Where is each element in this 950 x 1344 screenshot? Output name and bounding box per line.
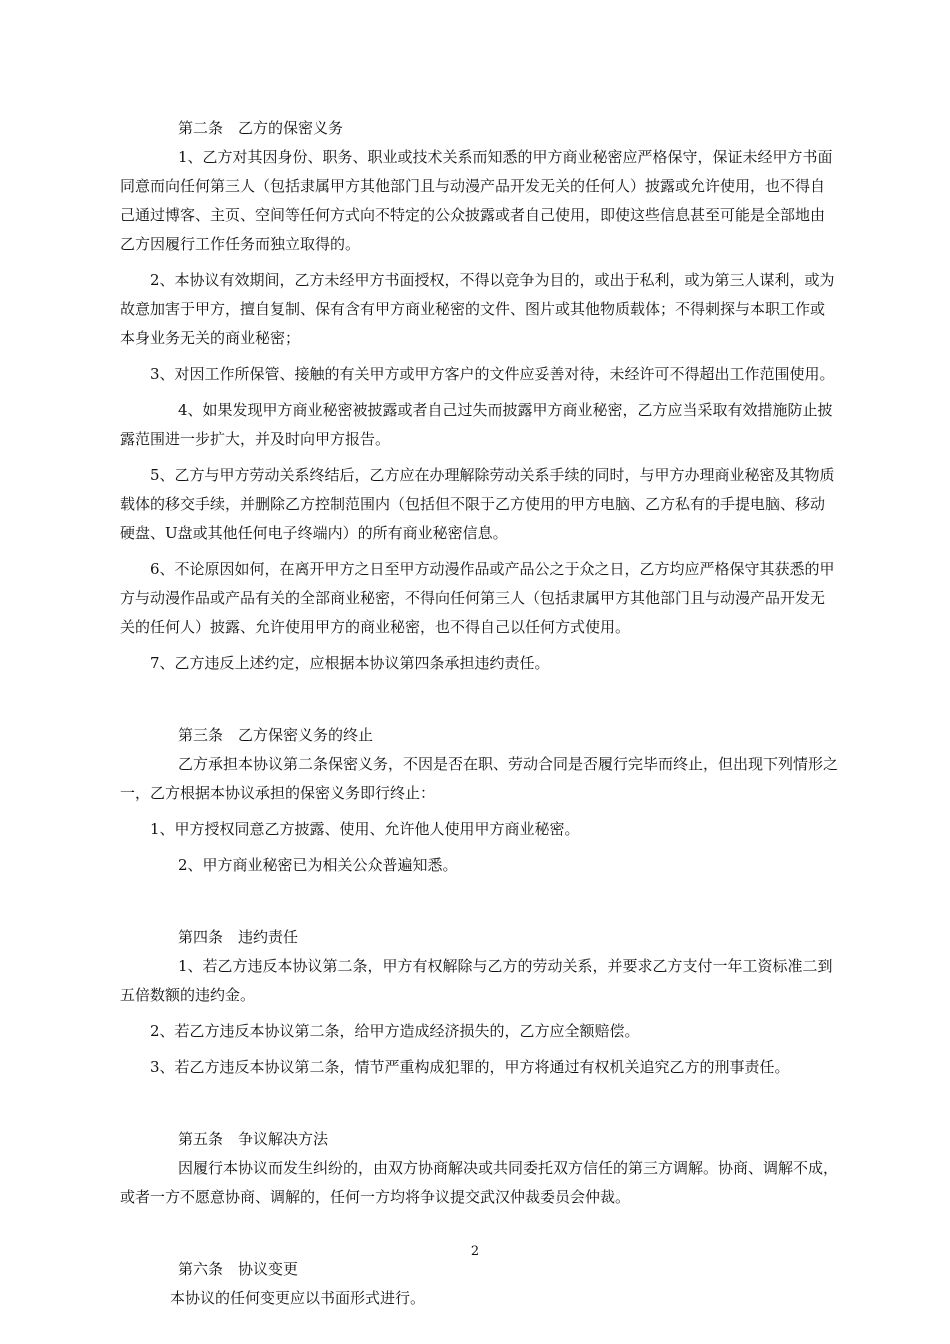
section-article-5 bbox=[120, 1125, 838, 1212]
paragraph: 1、甲方授权同意乙方披露、使用、允许他人使用甲方商业秘密。 bbox=[150, 820, 580, 838]
page-number: 2 bbox=[470, 1244, 480, 1259]
section-title: 第二条 乙方的保密义务 bbox=[178, 119, 344, 137]
paragraph: 本协议的任何变更应以书面形式进行。 bbox=[170, 1289, 426, 1307]
paragraph: 1、乙方对其因身份、职务、职业或技术关系而知悉的甲方商业秘密应严格保守，保证未经甲方书面同意而向任何第三人（包括隶属甲方其他部门且与动漫产品开发无关的任何人）披露或允许使用，也不得自己通过博客、主页、空间等任何方式向不特定的公众披露或者自己使用，即使这些信息甚至可能是全部地由乙方因履行工作任务而独立取得的。 bbox=[120, 148, 833, 253]
paragraph: 7、乙方违反上述约定，应根据本协议第四条承担违约责任。 bbox=[150, 654, 550, 672]
section-title: 第五条 争议解决方法 bbox=[178, 1130, 329, 1148]
document-body bbox=[120, 114, 838, 1320]
section-gap bbox=[120, 887, 838, 923]
paragraph: 2、若乙方违反本协议第二条，给甲方造成经济损失的，乙方应全额赔偿。 bbox=[150, 1022, 640, 1040]
paragraph: 6、不论原因如何，在离开甲方之日至甲方动漫作品或产品公之于众之日，乙方均应严格保守其获悉的甲方与动漫作品或产品有关的全部商业秘密，不得向任何第三人（包括隶属甲方其他部门且与动漫产品开发无关的任何人）披露、允许使用甲方的商业秘密，也不得自己以任何方式使用。 bbox=[120, 560, 835, 636]
section-article-2 bbox=[120, 114, 838, 678]
section-article-6 bbox=[120, 1255, 838, 1313]
section-article-4 bbox=[120, 923, 838, 1082]
section-title: 第三条 乙方保密义务的终止 bbox=[178, 726, 374, 744]
section-title: 第四条 违约责任 bbox=[178, 928, 299, 946]
paragraph: 3、对因工作所保管、接触的有关甲方或甲方客户的文件应妥善对待，未经许可不得超出工作范围使用。 bbox=[150, 365, 835, 383]
paragraph: 1、若乙方违反本协议第二条，甲方有权解除与乙方的劳动关系，并要求乙方支付一年工资标准二到五倍数额的违约金。 bbox=[120, 957, 833, 1004]
section-gap bbox=[120, 685, 838, 721]
paragraph: 2、甲方商业秘密已为相关公众普遍知悉。 bbox=[178, 856, 458, 874]
paragraph: 5、乙方与甲方劳动关系终结后，乙方应在办理解除劳动关系手续的同时，与甲方办理商业秘密及其物质载体的移交手续，并删除乙方控制范围内（包括但不限于乙方使用的甲方电脑、乙方私有的手提电脑、移动硬盘、U盘或其他任何电子终端内）的所有商业秘密信息。 bbox=[120, 466, 835, 542]
section-article-3 bbox=[120, 721, 838, 880]
paragraph: 2、本协议有效期间，乙方未经甲方书面授权，不得以竞争为目的，或出于私利，或为第三人谋利，或为故意加害于甲方，擅自复制、保有含有甲方商业秘密的文件、图片或其他物质载体；不得刺探与本职工作或本身业务无关的商业秘密； bbox=[120, 271, 835, 347]
paragraph: 乙方承担本协议第二条保密义务，不因是否在职、劳动合同是否履行完毕而终止，但出现下列情形之一，乙方根据本协议承担的保密义务即行终止： bbox=[120, 755, 839, 802]
paragraph: 3、若乙方违反本协议第二条，情节严重构成犯罪的，甲方将通过有权机关追究乙方的刑事责任。 bbox=[150, 1058, 790, 1076]
paragraph: 4、如果发现甲方商业秘密被披露或者自己过失而披露甲方商业秘密，乙方应当采取有效措施防止披露范围进一步扩大，并及时向甲方报告。 bbox=[120, 401, 833, 448]
section-title: 第六条 协议变更 bbox=[178, 1260, 299, 1278]
paragraph: 因履行本协议而发生纠纷的，由双方协商解决或共同委托双方信任的第三方调解。协商、调解不成，或者一方不愿意协商、调解的，任何一方均将争议提交武汉仲裁委员会仲裁。 bbox=[120, 1159, 839, 1206]
section-gap bbox=[120, 1089, 838, 1125]
